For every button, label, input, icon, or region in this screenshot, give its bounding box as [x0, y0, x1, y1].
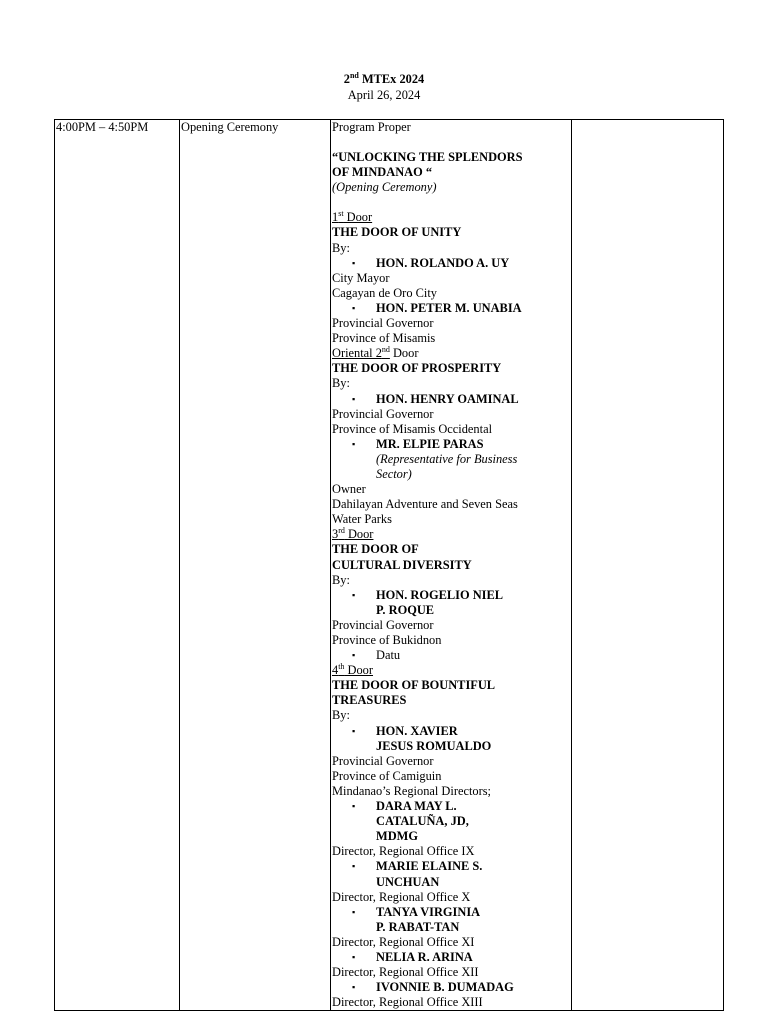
door-3-name-1: THE DOOR OF	[332, 542, 419, 557]
table-row	[55, 120, 724, 1011]
door-1-heading: 1st Door	[332, 209, 373, 225]
door-1-person-1: ▪ HON. ROLANDO A. UY	[352, 255, 510, 270]
door-3-person-1: ▪ HON. ROGELIO NIEL	[352, 587, 504, 602]
director-13: ▪ IVONNIE B. DUMADAG	[352, 980, 514, 995]
program-label: Program Proper	[332, 120, 411, 134]
remarks-cell	[572, 120, 724, 1011]
door-4-heading: 4th Door	[332, 662, 374, 678]
theme-line-2: OF MINDANAO “	[332, 165, 433, 180]
document-title: 2nd MTEx 2024	[343, 71, 425, 86]
bullet-icon: ▪	[352, 861, 356, 872]
door-4-person-1: ▪ HON. XAVIER	[352, 723, 458, 738]
time-text: 4:00PM – 4:50PM	[56, 120, 149, 134]
bullet-icon: ▪	[352, 302, 356, 313]
bullet-icon: ▪	[352, 650, 356, 661]
door-3-name-2: CULTURAL DIVERSITY	[332, 557, 472, 572]
schedule-table	[54, 119, 724, 1011]
door-1-by: By:	[332, 240, 350, 255]
bullet-icon: ▪	[352, 951, 356, 962]
document-header	[0, 71, 768, 103]
door-4-name-1: THE DOOR OF BOUNTIFUL	[332, 678, 496, 693]
theme-subtitle: (Opening Ceremony)	[332, 180, 437, 195]
activity-text: Opening Ceremony	[181, 120, 279, 134]
bullet-icon: ▪	[352, 982, 356, 993]
bullet-icon: ▪	[352, 438, 356, 449]
director-9: ▪ DARA MAY L.	[352, 799, 457, 814]
director-12: ▪ NELIA R. ARINA	[352, 949, 473, 964]
door-2-heading: Oriental 2nd Door	[332, 345, 419, 361]
door-2-name: THE DOOR OF PROSPERITY	[332, 361, 502, 376]
document-date: April 26, 2024	[347, 88, 421, 102]
regional-directors-label: Mindanao’s Regional Directors;	[332, 783, 491, 798]
door-1-person-2: ▪ HON. PETER M. UNABIA	[352, 300, 522, 315]
door-2-person-2: ▪ MR. ELPIE PARAS	[352, 436, 484, 451]
theme-line-1: “UNLOCKING THE SPLENDORS	[332, 150, 523, 165]
time-cell	[55, 120, 180, 1011]
bullet-icon: ▪	[352, 393, 356, 404]
door-3-heading: 3rd Door	[332, 526, 374, 542]
bullet-icon: ▪	[352, 257, 356, 268]
activity-cell	[180, 120, 331, 1011]
door-2-person-1: ▪ HON. HENRY OAMINAL	[352, 391, 519, 406]
bullet-icon: ▪	[352, 589, 356, 600]
bullet-icon: ▪	[352, 906, 356, 917]
door-1-name: THE DOOR OF UNITY	[332, 225, 462, 240]
bullet-icon: ▪	[352, 725, 356, 736]
bullet-icon: ▪	[352, 801, 356, 812]
director-11: ▪ TANYA VIRGINIA	[352, 904, 481, 919]
door-3-person-2: ▪ Datu	[352, 648, 401, 663]
program-cell: Program Proper “UNLOCKING THE SPLENDORS OF MINDANAO “ (Opening Ceremony) 1st Door THE DOOR OF UNITY By: ▪ HON. ROLANDO A. UY City Mayor Cagayan de Oro City ▪ HON. PETER M. UNABIA Provincial Governor Province of Misamis Oriental 2nd Door THE DOOR OF PROSPERITY By: ▪ HON. HENRY OAMINAL Provincial Governor Province of Misamis Occidental ▪ MR. ELPIE PARAS (Representative for Business Sector) Owner Dahilayan Adventure and Seven Seas Water Parks 3rd Door THE DOOR OF CULTURAL DIVERSITY By: ▪ HON. ROGELIO NIEL P. ROQUE Provincial Governor Province of Bukidnon ▪ Datu 4th Door THE DOOR OF BOUNTIFUL TREASURES By: ▪ HON. XAVIER JESUS ROMUALDO Provincial Governor Province of Camiguin Mindanao’s Regional Directors; ▪ DARA MAY L. CATALUÑA, JD, MDMG Director, Regional Office IX ▪ MARIE ELAINE S. UNCHUAN Director, Regional Office X ▪ TANYA VIRGINIA P. RABAT-TAN Director, Regional Office XI ▪ NELIA R. ARINA Director, Regional Office XII ▪ IVONNIE B. DUMADAG Director, Regional Office XIII	[331, 120, 572, 1011]
director-10: ▪ MARIE ELAINE S.	[352, 859, 483, 874]
door-4-name-2: TREASURES	[332, 693, 407, 708]
